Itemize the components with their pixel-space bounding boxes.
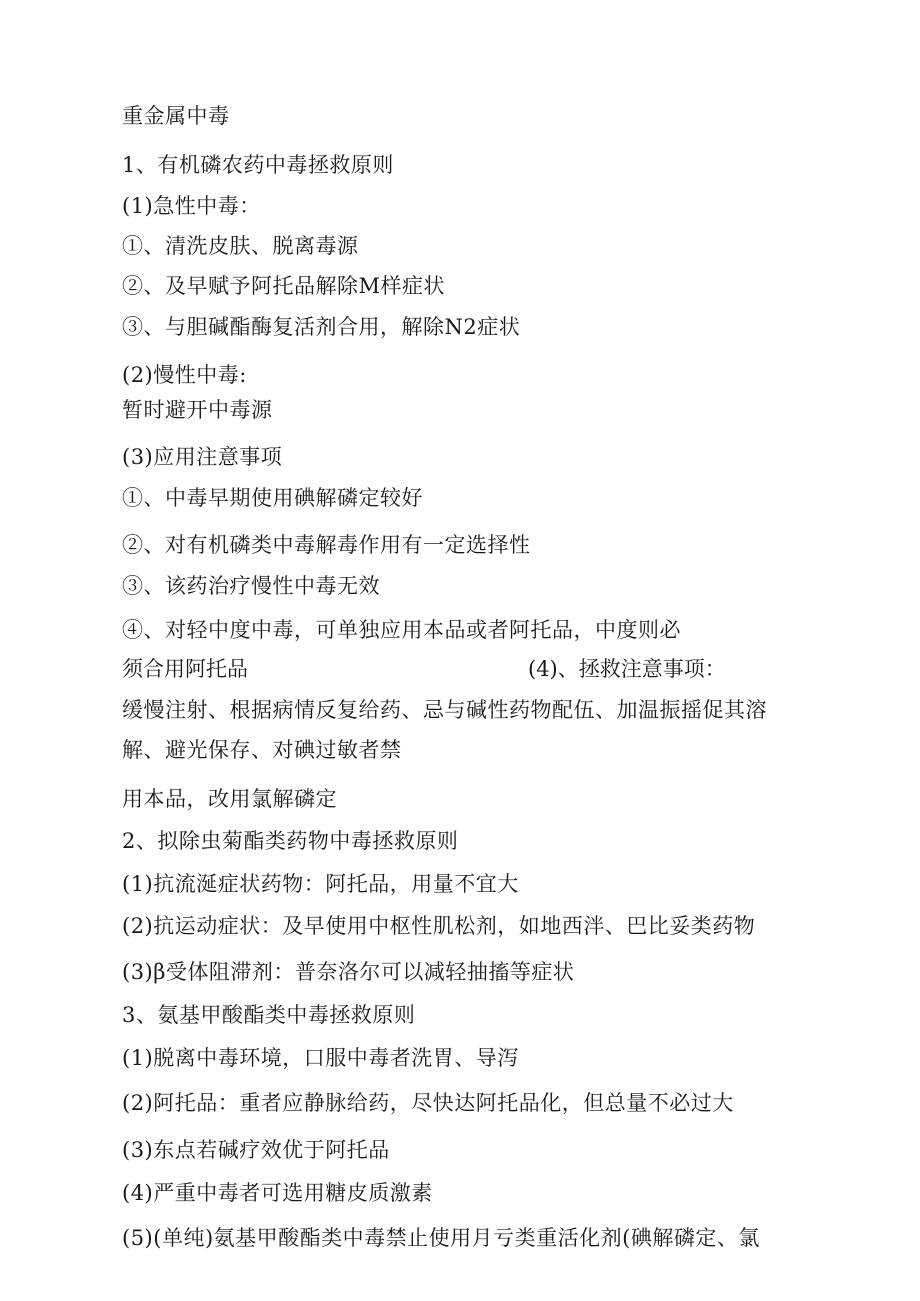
text-line: ②、对有机磷类中毒解毒作用有一定选择性	[122, 533, 531, 557]
text-line: 缓慢注射、根据病情反复给药、忌与碱性药物配伍、加温振摇促其溶	[122, 698, 767, 722]
text-line: (2)慢性中毒:	[122, 363, 247, 387]
split-line-left: 须合用阿托品	[122, 657, 248, 681]
text-line: 解、避光保存、对碘过敏者禁	[122, 738, 402, 762]
split-line	[122, 656, 782, 682]
document-title: 重金属中毒	[122, 104, 230, 128]
text-line: (2)抗运动症状：及早使用中枢性肌松剂，如地西泮、巴比妥类药物	[122, 914, 756, 938]
text-line: ③、与胆碱酯酶复活剂合用，解除N2症状	[122, 315, 521, 339]
text-line: (5)(单纯)氨基甲酸酯类中毒禁止使用月亏类重活化剂(碘解磷定、氯	[122, 1226, 760, 1250]
text-line: (4)严重中毒者可选用糖皮质激素	[122, 1181, 433, 1205]
text-line: (3)应用注意事项	[122, 445, 283, 469]
text-line: (1)脱离中毒环境，口服中毒者洗胃、导泻	[122, 1046, 519, 1070]
text-line: (3)β受体阻滞剂：普奈洛尔可以减轻抽搐等症状	[122, 960, 575, 984]
section-heading: 2、拟除虫菊酯类药物中毒拯救原则	[122, 829, 459, 853]
text-line: ②、及早赋予阿托品解除M样症状	[122, 274, 446, 298]
text-line: 暂时避开中毒源	[122, 398, 273, 422]
text-line: 用本品，改用氯解磷定	[122, 787, 337, 811]
text-line: ③、该药治疗慢性中毒无效	[122, 574, 380, 598]
text-line: ④、对轻中度中毒，可单独应用本品或者阿托品，中度则必	[122, 618, 681, 642]
section-heading: 1、有机磷农药中毒拯救原则	[122, 153, 394, 177]
split-line-right: (4)、拯救注意事项：	[528, 657, 726, 681]
text-line: ①、清洗皮肤、脱离毒源	[122, 234, 359, 258]
text-line: ①、中毒早期使用碘解磷定较好	[122, 486, 423, 510]
text-line: (1)急性中毒：	[122, 194, 261, 218]
text-line: (3)东点若碱疗效优于阿托品	[122, 1138, 390, 1162]
text-line: (1)抗流涎症状药物：阿托品，用量不宜大	[122, 872, 519, 896]
text-line: (2)阿托品：重者应静脉给药，尽快达阿托品化，但总量不必过大	[122, 1091, 734, 1115]
section-heading: 3、氨基甲酸酯类中毒拯救原则	[122, 1003, 416, 1027]
